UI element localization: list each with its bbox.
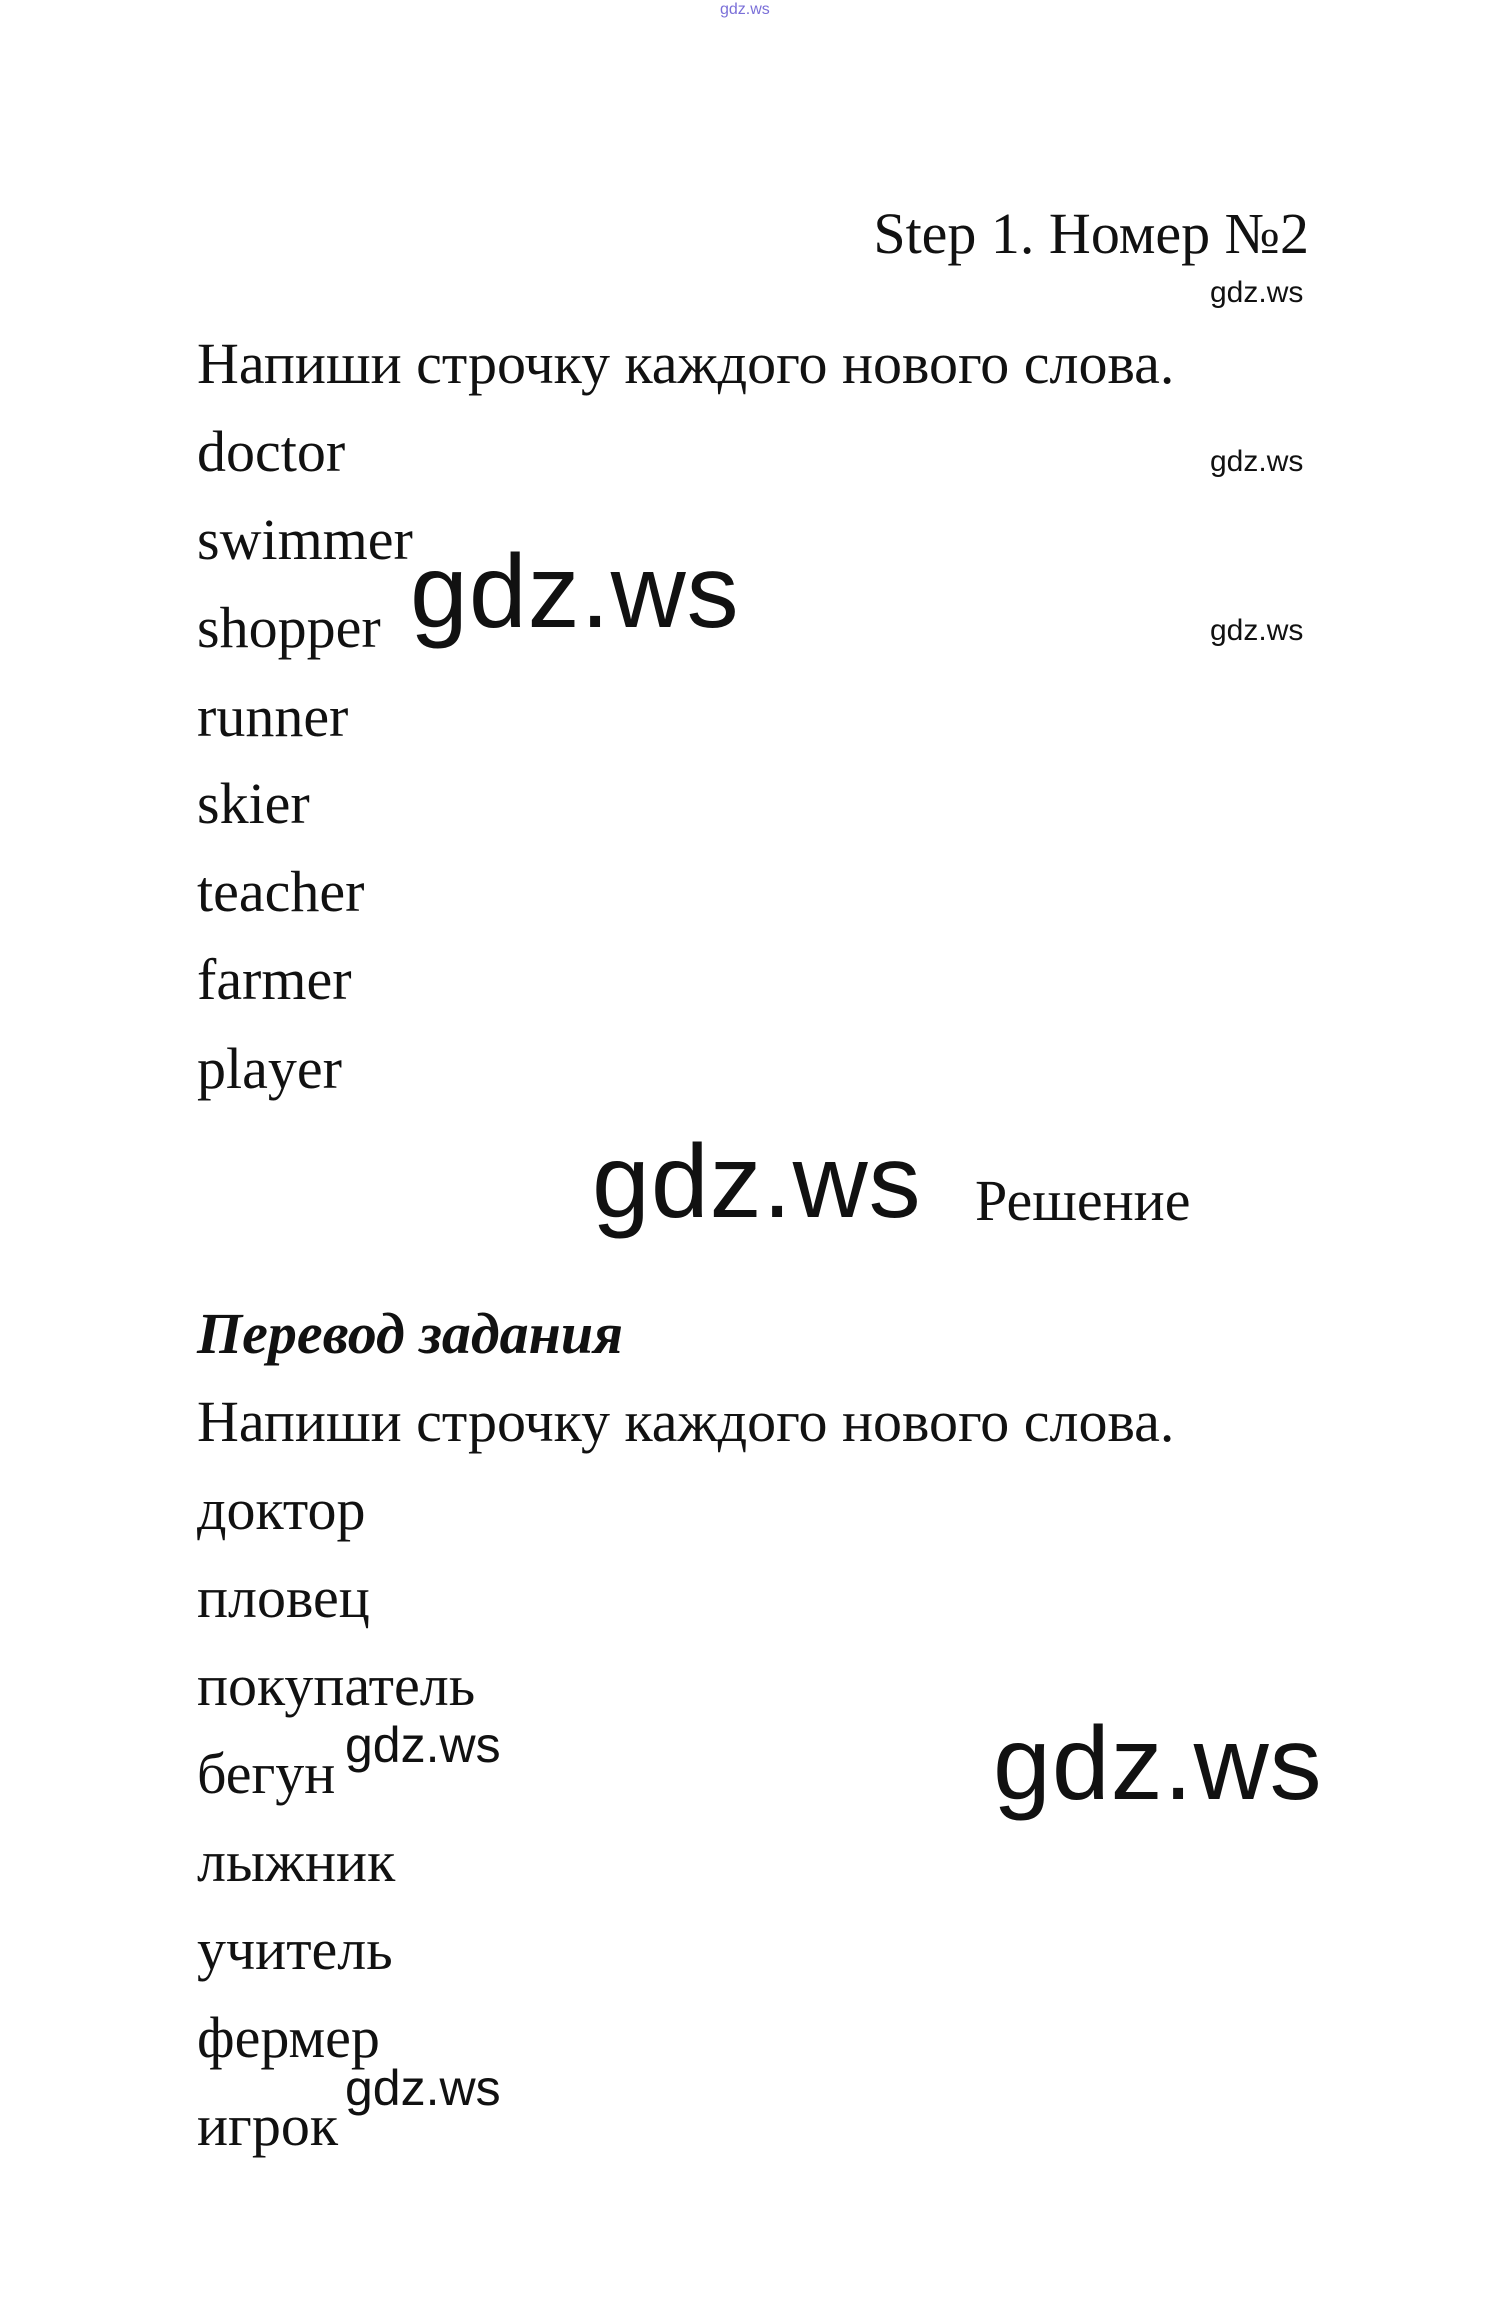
watermark-large-3: gdz.ws xyxy=(993,1706,1323,1822)
watermark-top: gdz.ws xyxy=(720,1,770,18)
watermark-large-2: gdz.ws xyxy=(592,1124,922,1240)
word-item: teacher xyxy=(197,859,365,924)
word-item: farmer xyxy=(197,947,352,1012)
translation-word: фермер xyxy=(197,2005,380,2070)
task-instruction: Напиши строчку каждого нового слова. xyxy=(197,331,1175,396)
word-item: swimmer xyxy=(197,507,413,572)
watermark-medium-1: gdz.ws xyxy=(345,1717,501,1773)
translation-word: пловец xyxy=(197,1565,370,1630)
watermark-small-2: gdz.ws xyxy=(1210,445,1304,478)
word-item: skier xyxy=(197,771,310,836)
watermark-small-3: gdz.ws xyxy=(1210,614,1304,647)
translation-heading: Перевод задания xyxy=(197,1301,623,1366)
translation-word: лыжник xyxy=(197,1829,396,1894)
word-item: shopper xyxy=(197,595,381,660)
solution-label: Решение xyxy=(975,1168,1191,1233)
translation-word: бегун xyxy=(197,1741,336,1806)
word-item: runner xyxy=(197,684,349,749)
translation-instruction: Напиши строчку каждого нового слова. xyxy=(197,1389,1175,1454)
page-title: Step 1. Номер №2 xyxy=(873,201,1309,266)
word-item: doctor xyxy=(197,419,346,484)
watermark-large-1: gdz.ws xyxy=(410,534,740,650)
word-item: player xyxy=(197,1036,342,1101)
translation-word: учитель xyxy=(197,1917,393,1982)
translation-word: доктор xyxy=(197,1477,366,1542)
translation-word: покупатель xyxy=(197,1653,476,1718)
watermark-medium-2: gdz.ws xyxy=(345,2060,501,2116)
watermark-small-1: gdz.ws xyxy=(1210,276,1304,309)
translation-word: игрок xyxy=(197,2093,339,2158)
